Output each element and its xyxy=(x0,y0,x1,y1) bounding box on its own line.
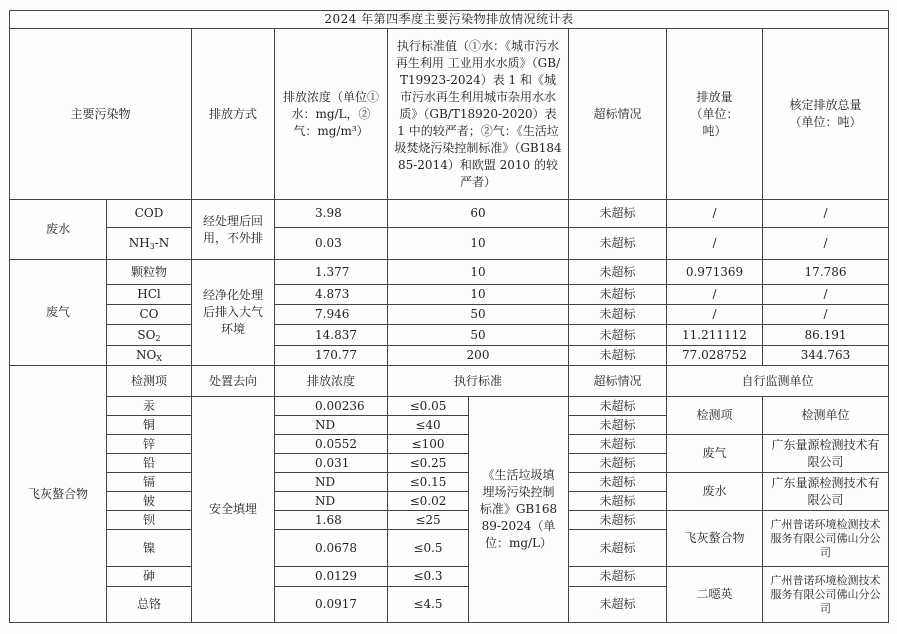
exceed-status: 未超标 xyxy=(569,228,667,260)
monitor-unit: 广州普诺环境检测技术服务有限公司佛山分公司 xyxy=(763,567,889,623)
flyash-disposal: 安全填埋 xyxy=(192,397,275,623)
monitor-header-unit: 检测单位 xyxy=(763,397,889,435)
exceed-status: 未超标 xyxy=(569,416,667,435)
limit-value: ≤0.3 xyxy=(388,567,469,587)
header-pollutant: 主要污染物 xyxy=(10,29,192,200)
monitor-unit: 广东量源检测技术有限公司 xyxy=(763,435,889,473)
pollutant-name: CO xyxy=(107,305,192,325)
exceed-status: 未超标 xyxy=(569,260,667,285)
header-standard: 执行标准值（①水：《城市污水再生利用 工业用水水质》（GB/T19923-2024）表 1 和《城市污水再生利用城市杂用水水质》（GB/T18920-2020）表 1 中的较严者；②气：《生活垃圾焚烧污染控制标准》（GB18485-2014）和欧盟 2010 的较严者） xyxy=(388,29,569,200)
emission-value: / xyxy=(667,285,763,305)
flyash-header-concentration: 排放浓度 xyxy=(275,366,388,397)
item-name: 镉 xyxy=(107,473,192,492)
standard-value: 50 xyxy=(388,305,569,325)
exceed-status: 未超标 xyxy=(569,325,667,346)
exceed-status: 未超标 xyxy=(569,200,667,228)
table-row xyxy=(10,511,889,530)
standard-value: 10 xyxy=(388,228,569,260)
table-row xyxy=(10,567,889,587)
approved-value: / xyxy=(763,305,889,325)
pollutant-name: $NH_3-N$ xyxy=(107,228,192,260)
standard-value: 200 xyxy=(388,346,569,366)
monitor-unit: 广州普诺环境检测技术服务有限公司佛山分公司 xyxy=(763,511,889,567)
concentration-value: 7.946 xyxy=(275,305,388,325)
limit-value: ≤0.5 xyxy=(388,530,469,567)
limit-value: ≤40 xyxy=(388,416,469,435)
exceed-status: 未超标 xyxy=(569,567,667,587)
concentration-value: 0.0678 xyxy=(275,530,388,567)
concentration-value: 0.0129 xyxy=(275,567,388,587)
emission-value: / xyxy=(667,228,763,260)
exceed-status: 未超标 xyxy=(569,305,667,325)
concentration-value: 0.00236 xyxy=(275,397,388,416)
limit-value: ≤25 xyxy=(388,511,469,530)
limit-value: ≤4.5 xyxy=(388,587,469,623)
limit-value: ≤0.02 xyxy=(388,492,469,511)
exceed-status: 未超标 xyxy=(569,492,667,511)
concentration-value: ND xyxy=(275,492,388,511)
exceed-status: 未超标 xyxy=(569,397,667,416)
flyash-header-standard: 执行标准 xyxy=(388,366,569,397)
table-row xyxy=(10,397,889,416)
standard-value: 50 xyxy=(388,325,569,346)
flyash-header-item: 检测项 xyxy=(107,366,192,397)
emission-value: 77.028752 xyxy=(667,346,763,366)
table-row xyxy=(10,228,889,260)
concentration-value: 0.03 xyxy=(275,228,388,260)
monitor-header-item: 检测项 xyxy=(667,397,763,435)
item-name: 钡 xyxy=(107,511,192,530)
header-method: 排放方式 xyxy=(192,29,275,200)
monitor-unit: 广东量源检测技术有限公司 xyxy=(763,473,889,511)
table-row xyxy=(10,305,889,325)
monitor-item: 废气 xyxy=(667,435,763,473)
table-row xyxy=(10,346,889,366)
item-name: 镍 xyxy=(107,530,192,567)
category-flyash: 飞灰螯合物 xyxy=(10,366,107,623)
monitor-item: 飞灰螯合物 xyxy=(667,511,763,567)
pollutant-name: HCl xyxy=(107,285,192,305)
exceed-status: 未超标 xyxy=(569,454,667,473)
monitor-item: 废水 xyxy=(667,473,763,511)
standard-value: 10 xyxy=(388,260,569,285)
item-name: 汞 xyxy=(107,397,192,416)
header-concentration: 排放浓度（单位①水：mg/L，②气：mg/m³） xyxy=(275,29,388,200)
exceed-status: 未超标 xyxy=(569,346,667,366)
flyash-header-disposal: 处置去向 xyxy=(192,366,275,397)
exceed-status: 未超标 xyxy=(569,587,667,623)
flyash-standard-doc: 《生活垃圾填埋场污染控制标准》GB16889-2024（单位：mg/L） xyxy=(469,397,569,623)
category-wastewater: 废水 xyxy=(10,200,107,260)
flyash-header-row xyxy=(10,366,889,397)
concentration-value: 0.031 xyxy=(275,454,388,473)
monitor-item: 二噁英 xyxy=(667,567,763,623)
concentration-value: 1.377 xyxy=(275,260,388,285)
approved-value: 344.763 xyxy=(763,346,889,366)
flyash-header-exceed: 超标情况 xyxy=(569,366,667,397)
flyash-header-monitor: 自行监测单位 xyxy=(667,366,889,397)
table-row xyxy=(10,285,889,305)
table-row xyxy=(10,200,889,228)
approved-value: 86.191 xyxy=(763,325,889,346)
concentration-value: 3.98 xyxy=(275,200,388,228)
approved-value: / xyxy=(763,228,889,260)
item-name: 锌 xyxy=(107,435,192,454)
limit-value: ≤100 xyxy=(388,435,469,454)
item-name: 砷 xyxy=(107,567,192,587)
category-exhaust: 废气 xyxy=(10,260,107,366)
pollutant-name: $NO_X$ xyxy=(107,346,192,366)
item-name: 铅 xyxy=(107,454,192,473)
pollutant-emission-table xyxy=(9,10,889,623)
concentration-value: 0.0917 xyxy=(275,587,388,623)
pollutant-name: COD xyxy=(107,200,192,228)
concentration-value: 170.77 xyxy=(275,346,388,366)
table-title: 2024 年第四季度主要污染物排放情况统计表 xyxy=(10,11,889,29)
standard-value: 10 xyxy=(388,285,569,305)
concentration-value: ND xyxy=(275,416,388,435)
table-row xyxy=(10,325,889,346)
header-approved: 核定排放总量（单位：吨） xyxy=(763,29,889,200)
table-row xyxy=(10,260,889,285)
header-exceed: 超标情况 xyxy=(569,29,667,200)
exceed-status: 未超标 xyxy=(569,530,667,567)
emission-value: 0.971369 xyxy=(667,260,763,285)
pollutant-name: 颗粒物 xyxy=(107,260,192,285)
approved-value: / xyxy=(763,285,889,305)
pollutant-name: $SO_2$ xyxy=(107,325,192,346)
exceed-status: 未超标 xyxy=(569,285,667,305)
concentration-value: 14.837 xyxy=(275,325,388,346)
approved-value: 17.786 xyxy=(763,260,889,285)
limit-value: ≤0.05 xyxy=(388,397,469,416)
exceed-status: 未超标 xyxy=(569,473,667,492)
concentration-value: 1.68 xyxy=(275,511,388,530)
limit-value: ≤0.25 xyxy=(388,454,469,473)
item-name: 铍 xyxy=(107,492,192,511)
exceed-status: 未超标 xyxy=(569,435,667,454)
approved-value: / xyxy=(763,200,889,228)
standard-value: 60 xyxy=(388,200,569,228)
concentration-value: 4.873 xyxy=(275,285,388,305)
limit-value: ≤0.15 xyxy=(388,473,469,492)
item-name: 铜 xyxy=(107,416,192,435)
table-row xyxy=(10,473,889,492)
item-name: 总铬 xyxy=(107,587,192,623)
exhaust-method: 经净化处理后排入大气环境 xyxy=(192,260,275,366)
table-row xyxy=(10,435,889,454)
concentration-value: 0.0552 xyxy=(275,435,388,454)
emission-value: / xyxy=(667,305,763,325)
concentration-value: ND xyxy=(275,473,388,492)
emission-value: / xyxy=(667,200,763,228)
wastewater-method: 经处理后回用，不外排 xyxy=(192,200,275,260)
emission-value: 11.211112 xyxy=(667,325,763,346)
header-emission: 排放量（单位：吨） xyxy=(667,29,763,200)
exceed-status: 未超标 xyxy=(569,511,667,530)
